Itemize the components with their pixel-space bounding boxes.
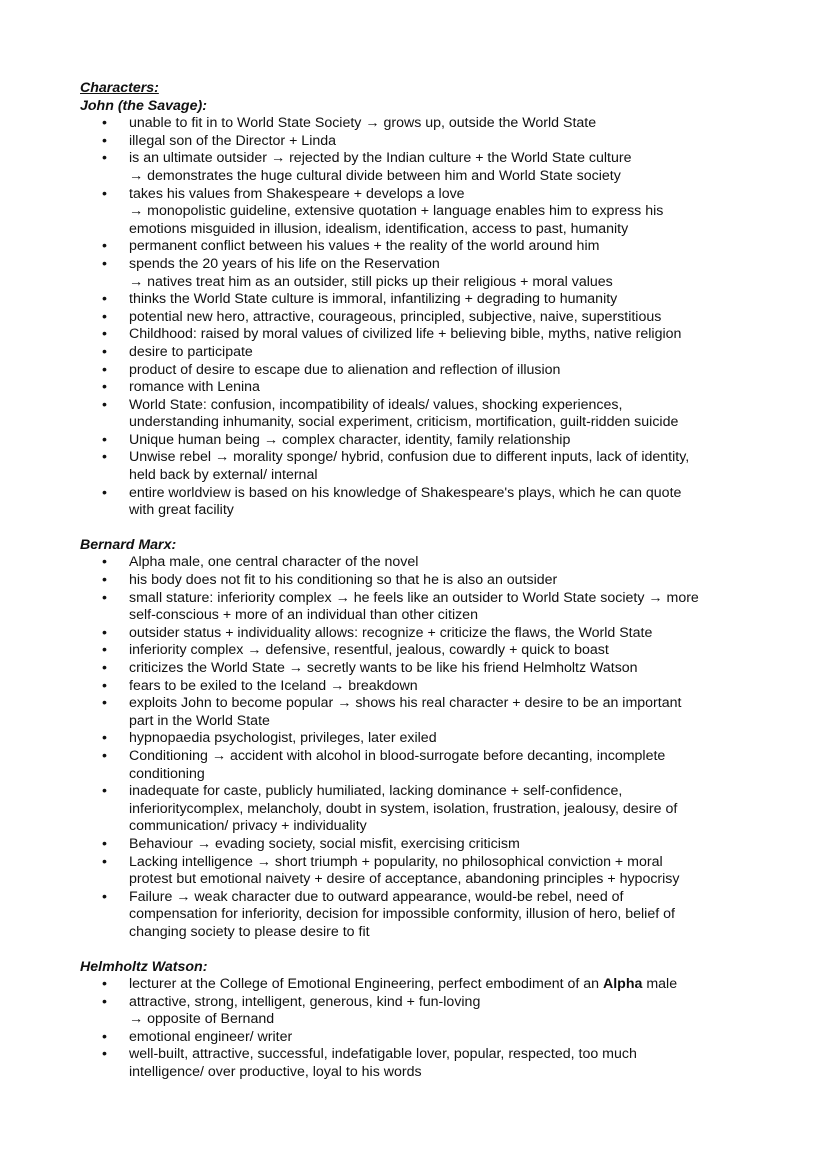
bullet-icon: • [102, 431, 107, 448]
list-item-text: → demonstrates the huge cultural divide between him and World State society [129, 167, 621, 184]
list-item [80, 150, 760, 185]
bullet-icon: • [102, 255, 107, 272]
list-item [80, 115, 760, 133]
list-item-text: well-built, attractive, successful, indefatigable lover, popular, respected, too much [129, 1046, 637, 1063]
list-item [80, 695, 760, 730]
list-item [80, 748, 760, 783]
bullet-icon: • [102, 835, 107, 852]
bullet-icon: • [102, 624, 107, 641]
list-item-text: World State: confusion, incompatibility of ideals/ values, shocking experiences, [129, 396, 623, 413]
list-item-text: small stature: inferiority complex → he feels like an outsider to World State society → more [129, 589, 699, 606]
bullet-list [80, 554, 760, 941]
document-title: Characters: [80, 80, 159, 96]
list-item-text: lecturer at the College of Emotional Engineering, perfect embodiment of an Alpha male [129, 976, 678, 993]
bullet-icon: • [102, 976, 107, 993]
document-page [80, 80, 760, 1099]
list-item [80, 362, 760, 380]
list-item [80, 889, 760, 942]
bullet-icon: • [102, 379, 107, 396]
bullet-icon: • [102, 238, 107, 255]
list-item [80, 976, 760, 994]
list-item-text: Failure → weak character due to outward appearance, would-be rebel, need of [129, 888, 624, 905]
list-item-text: product of desire to escape due to alienation and reflection of illusion [129, 361, 561, 378]
list-item [80, 133, 760, 151]
list-item-text: entire worldview is based on his knowledge of Shakespeare's plays, which he can quote [129, 484, 682, 501]
list-item-text: inferiority complex → defensive, resentful, jealous, cowardly + quick to boast [129, 642, 609, 659]
bullet-icon: • [102, 888, 107, 905]
bullet-icon: • [102, 484, 107, 501]
character-heading: John (the Savage): [80, 97, 207, 114]
bold-term: Alpha [602, 976, 643, 993]
list-item-text: attractive, strong, intelligent, generous, kind + fun-loving [129, 993, 481, 1010]
list-item [80, 642, 760, 660]
list-item-text: part in the World State [129, 712, 270, 729]
list-item-text: criticizes the World State → secretly wants to be like his friend Helmholtz Watson [129, 660, 638, 676]
bullet-icon: • [102, 115, 107, 132]
list-item-text: Lacking intelligence → short triumph + popularity, no philosophical conviction + moral [129, 853, 663, 870]
list-item [80, 186, 760, 239]
sections-container [80, 98, 760, 1082]
bullet-icon: • [102, 730, 107, 747]
bullet-icon: • [102, 993, 107, 1010]
list-item-text: Unwise rebel → morality sponge/ hybrid, confusion due to different inputs, lack of identity, [129, 449, 690, 466]
list-item [80, 554, 760, 572]
list-item-text: Conditioning → accident with alcohol in blood-surrogate before decanting, incomplete [129, 747, 666, 764]
bullet-icon: • [102, 695, 107, 712]
list-item-text: compensation for inferiority, decision for impossible conformity, illusion of hero, belief of [129, 906, 675, 923]
list-item [80, 256, 760, 291]
bullet-icon: • [102, 572, 107, 589]
list-item-text: emotional engineer/ writer [129, 1028, 293, 1045]
list-item [80, 432, 760, 450]
list-item [80, 572, 760, 590]
list-item [80, 836, 760, 854]
list-item [80, 730, 760, 748]
list-item-text: Alpha male, one central character of the novel [129, 554, 419, 571]
character-section [80, 537, 760, 942]
list-item [80, 1029, 760, 1047]
list-item-text: thinks the World State culture is immoral, infantilizing + degrading to humanity [129, 291, 618, 308]
list-item-text: hypnopaedia psychologist, privileges, later exiled [129, 730, 437, 747]
character-heading: Helmholtz Watson: [80, 958, 208, 975]
bullet-icon: • [102, 783, 107, 800]
list-item [80, 783, 760, 836]
list-item-text: desire to participate [129, 343, 253, 360]
list-item-text: romance with Lenina [129, 379, 260, 396]
list-item-text: emotions misguided in illusion, idealism, identification, access to past, humanity [129, 220, 629, 237]
bullet-icon: • [102, 747, 107, 764]
character-heading: Bernard Marx: [80, 536, 177, 553]
bullet-icon: • [102, 185, 107, 202]
bullet-icon: • [102, 660, 107, 676]
bullet-icon: • [102, 449, 107, 466]
bullet-icon: • [102, 1046, 107, 1063]
list-item [80, 309, 760, 327]
list-item-text: understanding inhumanity, social experiment, criticism, mortification, guilt-ridden suicide [129, 414, 679, 431]
list-item-text: communication/ privacy + individuality [129, 818, 367, 835]
list-item [80, 344, 760, 362]
list-item [80, 678, 760, 696]
bullet-icon: • [102, 1028, 107, 1045]
list-item [80, 660, 760, 678]
bullet-icon: • [102, 589, 107, 606]
list-item-text: → natives treat him as an outsider, still picks up their religious + moral values [129, 273, 613, 290]
list-item [80, 291, 760, 309]
bullet-icon: • [102, 361, 107, 378]
list-item [80, 854, 760, 889]
list-item [80, 326, 760, 344]
list-item-text: spends the 20 years of his life on the Reservation [129, 255, 440, 272]
list-item [80, 994, 760, 1029]
list-item-text: exploits John to become popular → shows his real character + desire to be an important [129, 695, 682, 712]
list-item-text: illegal son of the Director + Linda [129, 132, 337, 149]
list-item-text: → monopolistic guideline, extensive quotation + language enables him to express his [129, 203, 664, 220]
bullet-icon: • [102, 396, 107, 413]
bullet-icon: • [102, 291, 107, 308]
list-item-text: fears to be exiled to the Iceland → breakdown [129, 677, 418, 694]
list-item-text: self-conscious + more of an individual than other citizen [129, 607, 478, 624]
list-item-text: his body does not fit to his conditioning so that he is also an outsider [129, 572, 558, 589]
list-item-text: outsider status + individuality allows: recognize + criticize the flaws, the World State [129, 624, 653, 641]
list-item [80, 397, 760, 432]
list-item-text: Unique human being → complex character, identity, family relationship [129, 431, 571, 448]
list-item-text: intelligence/ over productive, loyal to his words [129, 1064, 422, 1081]
list-item-text: conditioning [129, 765, 205, 782]
bullet-icon: • [102, 853, 107, 870]
list-item-text: changing society to please desire to fit [129, 923, 370, 940]
bullet-icon: • [102, 308, 107, 325]
list-item [80, 590, 760, 625]
list-item-text: held back by external/ internal [129, 467, 318, 484]
bullet-list [80, 976, 760, 1082]
bullet-icon: • [102, 677, 107, 694]
list-item-text: with great facility [129, 502, 234, 519]
list-item [80, 625, 760, 643]
bullet-icon: • [102, 150, 107, 167]
list-item-text: Behaviour → evading society, social misfit, exercising criticism [129, 835, 520, 852]
list-item-text: protest but emotional naivety + desire of acceptance, abandoning principles + hypocrisy [129, 871, 680, 888]
character-section [80, 959, 760, 1082]
list-item-text: potential new hero, attractive, courageous, principled, subjective, naive, superstitious [129, 308, 662, 325]
list-item-text: permanent conflict between his values + the reality of the world around him [129, 238, 600, 255]
bullet-icon: • [102, 132, 107, 149]
list-item-text: Childhood: raised by moral values of civilized life + believing bible, myths, native religion [129, 326, 682, 343]
list-item [80, 379, 760, 397]
character-section [80, 98, 760, 520]
list-item-text: inadequate for caste, publicly humiliated, lacking dominance + self-confidence, [129, 783, 623, 800]
list-item-text: inferioritycomplex, melancholy, doubt in system, isolation, frustration, jealousy, desire of [129, 800, 678, 817]
list-item-text: takes his values from Shakespeare + develops a love [129, 185, 465, 202]
bullet-list [80, 115, 760, 520]
list-item-text: is an ultimate outsider → rejected by the Indian culture + the World State culture [129, 150, 632, 167]
list-item [80, 449, 760, 484]
list-item [80, 1046, 760, 1081]
bullet-icon: • [102, 554, 107, 571]
bullet-icon: • [102, 326, 107, 343]
list-item [80, 238, 760, 256]
bullet-icon: • [102, 642, 107, 659]
list-item-text: → opposite of Bernand [129, 1011, 275, 1028]
list-item [80, 485, 760, 520]
bullet-icon: • [102, 343, 107, 360]
list-item-text: unable to fit in to World State Society → grows up, outside the World State [129, 115, 597, 132]
